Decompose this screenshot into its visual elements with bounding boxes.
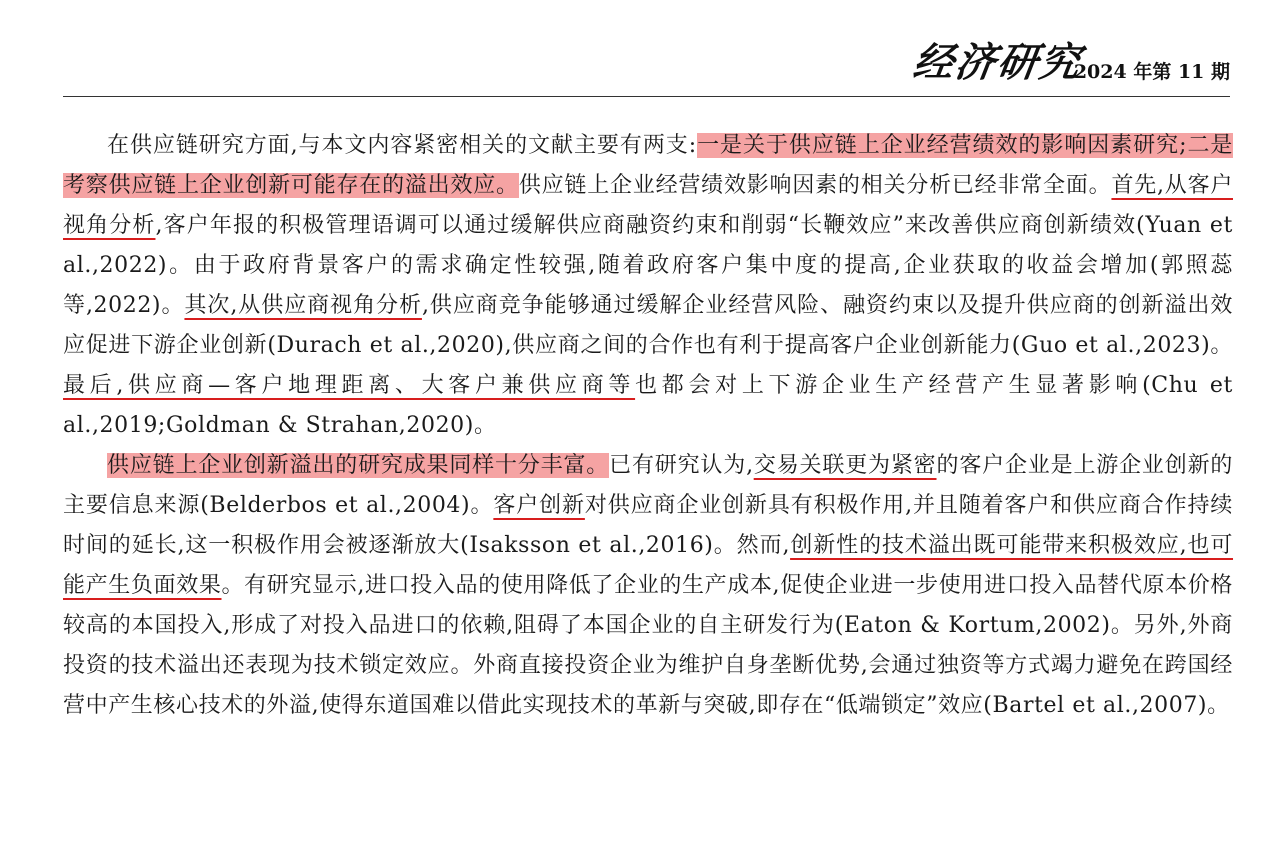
underlined-text: 创新性的技术溢出既可能带来积极效应,也可能产生负面效果 (63, 533, 1234, 598)
text-segment: 供应链上企业经营绩效影响因素的相关分析已经非常全面。 (518, 173, 1112, 198)
text-segment: 的客户企业是上游企业创新的主要信息来源(Belderbos et al.,2004)。 (63, 453, 1234, 518)
underlined-text: 首先,从客户视角分析 (63, 173, 1233, 238)
paragraph-1 (63, 126, 1233, 446)
text-segment: 在供应链研究方面,与本文内容紧密相关的文献主要有两支: (107, 133, 697, 158)
underlined-text: 交易关联更为紧密 (753, 453, 937, 478)
text-segment: 也都会对上下游企业生产经营产生显著影响(Chu et al.,2019;Goldman & Strahan,2020)。 (63, 373, 1233, 438)
page-header (63, 36, 1230, 97)
text-segment: 已有研究认为, (609, 453, 754, 478)
underlined-text: 其次,从供应商视角分析 (184, 293, 422, 318)
text-segment: ,客户年报的积极管理语调可以通过缓解供应商融资约束和削弱“长鞭效应”来改善供应商创新绩效(Yuan et al.,2022)。由于政府背景客户的需求确定性较强,随着政府客户集中度的提高,企业获取的收益会增加(郭照蕊等,2022)。 (63, 213, 1233, 318)
paragraph-2 (63, 446, 1233, 726)
journal-logo: 经济研究 (910, 39, 1085, 86)
text-segment: ,供应商竞争能够通过缓解企业经营风险、融资约束以及提升供应商的创新溢出效应促进下游企业创新(Durach et al.,2020),供应商之间的合作也有利于提高客户企业创新能力(Guo et al.,2023)。 (63, 293, 1233, 358)
underlined-text: 客户创新 (493, 493, 585, 518)
article-body (63, 126, 1233, 726)
highlighted-text: 一是关于供应链上企业经营绩效的影响因素研究;二是考察供应链上企业创新可能存在的溢出效应。 (63, 133, 1233, 198)
text-segment: 。有研究显示,进口投入品的使用降低了企业的生产成本,促使企业进一步使用进口投入品替代原本价格较高的本国投入,形成了对投入品进口的依赖,阻碍了本国企业的自主研发行为(Eaton & Kortum,2002)。另外,外商投资的技术溢出还表现为技术锁定效应。外商直接投资企业为维护自身垄断优势,会通过独资等方式竭力避免在跨国经营中产生核心技术的外溢,使得东道国难以借此实现技术的革新与突破,即存在“低端锁定”效应(Bartel et al.,2007)。 (63, 573, 1233, 718)
highlighted-text: 供应链上企业创新溢出的研究成果同样十分丰富。 (107, 453, 610, 478)
issue-label: 2024 年第 11 期 (1073, 61, 1230, 83)
underlined-text: 最后,供应商—客户地理距离、大客户兼供应商等 (63, 373, 636, 398)
text-segment: 对供应商企业创新具有积极作用,并且随着客户和供应商合作持续时间的延长,这一积极作用会被逐渐放大(Isaksson et al.,2016)。然而, (63, 493, 1233, 558)
